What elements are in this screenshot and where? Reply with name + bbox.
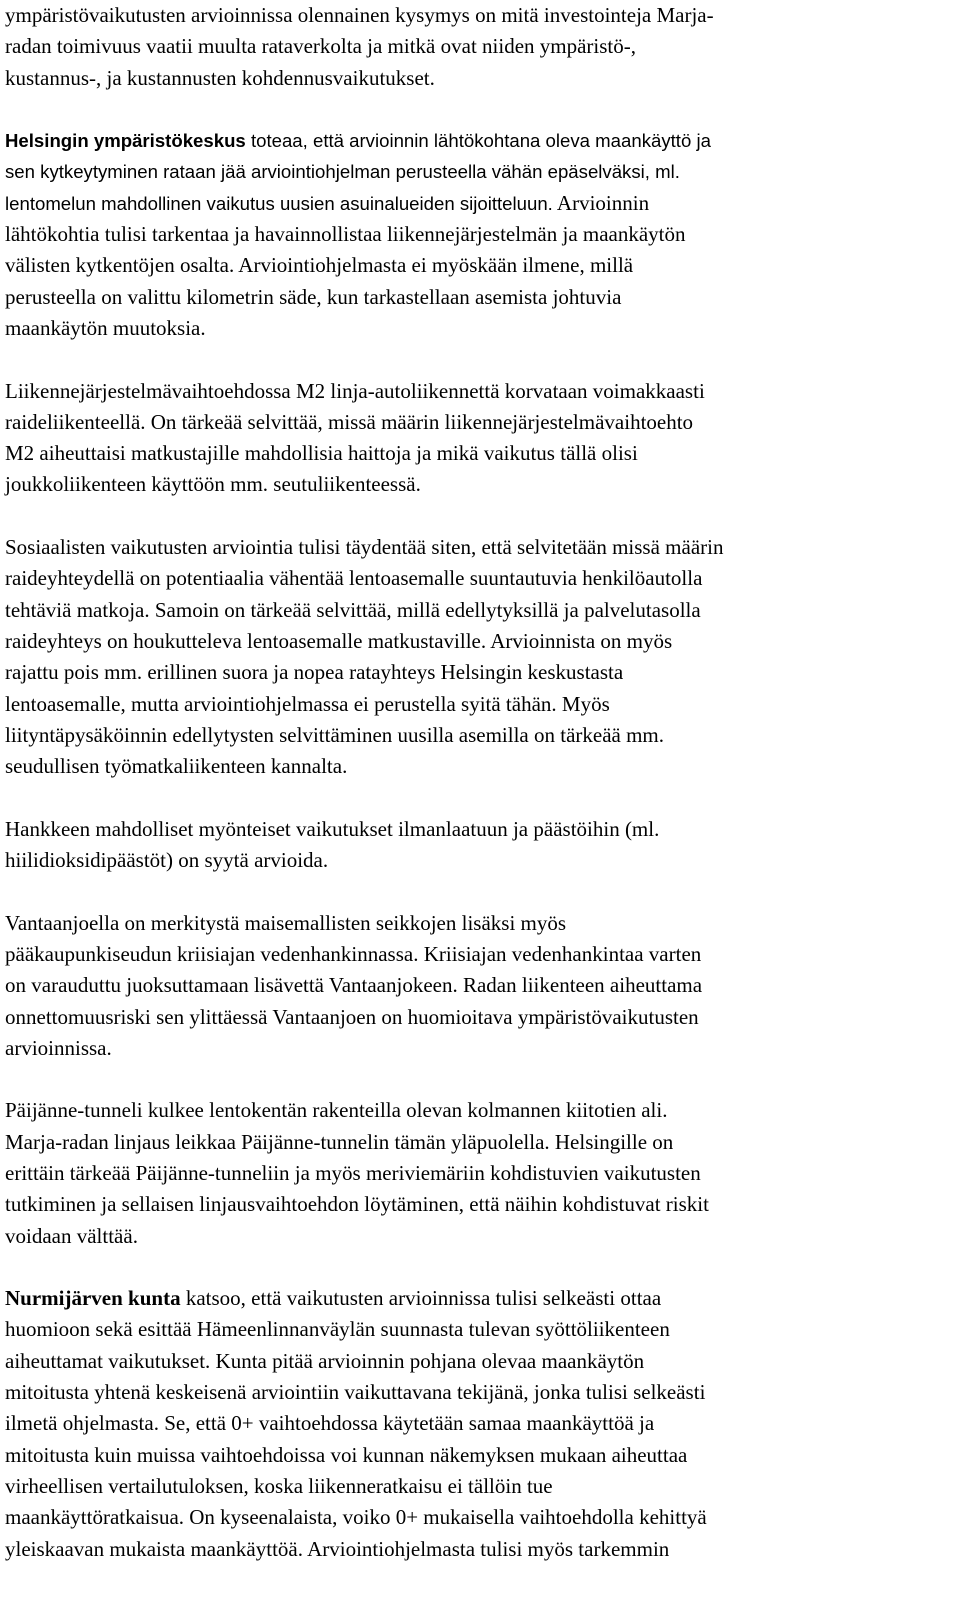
text-segment: lentomelun mahdollinen vaikutus uusien asuinalueiden sijoitteluun. — [5, 192, 553, 214]
text-segment: Arvioinnin — [552, 190, 650, 215]
bold-organization-name: Nurmijärven kunta — [5, 1286, 181, 1311]
document-page — [5, 0, 955, 1596]
text-line: mitoitusta kuin muissa vaihtoehdoissa voi kunnan näkemyksen mukaan aiheuttaa — [5, 1442, 688, 1467]
paragraph-helsinki-environment-centre — [5, 125, 955, 344]
text-line: huomioon sekä esittää Hämeenlinnanväylän suunnasta tulevan syöttöliikenteen — [5, 1317, 670, 1342]
paragraph-intro-continuation — [5, 0, 955, 94]
paragraph-air-quality — [5, 814, 955, 877]
text-line: tutkiminen ja sellaisen linjausvaihtoehdon löytäminen, että näihin kohdistuvat riskit — [5, 1192, 709, 1217]
text-line: hiilidioksidipäästöt) on syytä arvioida. — [5, 848, 329, 873]
text-line: lentoasemalle, mutta arviointiohjelmassa ei perustella syitä tähän. Myös — [5, 691, 610, 716]
text-segment: välisten kytkentöjen osalta. — [5, 253, 235, 278]
text-line: yleiskaavan mukaista maankäyttöä. Arviointiohjelmasta tulisi myös tarkemmin — [5, 1536, 670, 1561]
text-line — [5, 250, 955, 281]
text-line: Liikennejärjestelmävaihtoehdossa M2 linja-autoliikennettä korvataan voimakkaasti — [5, 378, 705, 403]
text-line: maankäytön muutoksia. — [5, 315, 206, 340]
text-segment: Arviointiohjelmasta ei myöskään ilmene, millä — [234, 253, 634, 278]
text-line — [5, 188, 955, 219]
text-line: Sosiaalisten vaikutusten arviointia tulisi täydentää siten, että selvitetään missä määrin — [5, 535, 724, 560]
text-line: M2 aiheuttaisi matkustajille mahdollisia haittoja ja mikä vaikutus tällä olisi — [5, 441, 638, 466]
text-line: Vantaanjoella on merkitystä maisemallisten seikkojen lisäksi myös — [5, 910, 567, 935]
text-line: voidaan välttää. — [5, 1223, 138, 1248]
text-line: Päijänne-tunneli kulkee lentokentän rakenteilla olevan kolmannen kiitotien ali. — [5, 1098, 668, 1123]
text-line: Marja-radan linjaus leikkaa Päijänne-tunnelin tämän yläpuolella. Helsingille on — [5, 1129, 674, 1154]
text-line — [5, 125, 955, 156]
paragraph-social-impacts — [5, 532, 955, 782]
text-line: arvioinnissa. — [5, 1035, 112, 1060]
text-line: on varauduttu juoksuttamaan lisävettä Vantaanjokeen. Radan liikenteen aiheuttama — [5, 973, 703, 998]
paragraph-m2-alternative — [5, 376, 955, 501]
text-line: raideyhteydellä on potentiaalia vähentää lentoasemalle suuntautuvia henkilöautolla — [5, 566, 703, 591]
text-line: seudullisen työmatkaliikenteen kannalta. — [5, 754, 348, 779]
text-line: raideliikenteellä. On tärkeää selvittää, missä määrin liikennejärjestelmävaihtoehto — [5, 409, 694, 434]
text-line — [5, 1283, 955, 1314]
text-line: liityntäpysäköinnin edellytysten selvittäminen uusilla asemilla on tärkeää mm. — [5, 722, 665, 747]
text-segment: toteaa, että arvioinnin lähtökohtana oleva maankäyttö ja — [245, 130, 711, 152]
text-line: tehtäviä matkoja. Samoin on tärkeää selvittää, millä edellytyksillä ja palvelutasolla — [5, 597, 701, 622]
text-line: pääkaupunkiseudun kriisiajan vedenhankinnassa. Kriisiajan vedenhankintaa varten — [5, 941, 702, 966]
text-line: ilmetä ohjelmasta. Se, että 0+ vaihtoehdossa käytetään samaa maankäyttöä ja — [5, 1411, 655, 1436]
text-line: lähtökohtia tulisi tarkentaa ja havainnollistaa liikennejärjestelmän ja maankäytön — [5, 222, 686, 247]
paragraph-paijanne-tunnel — [5, 1095, 955, 1251]
text-line: radan toimivuus vaatii muulta rataverkolta ja mitkä ovat niiden ympäristö-, — [5, 34, 636, 59]
text-line: ympäristövaikutusten arvioinnissa olennainen kysymys on mitä investointeja Marja- — [5, 3, 714, 27]
text-line: rajattu pois mm. erillinen suora ja nopea ratayhteys Helsingin keskustasta — [5, 660, 624, 685]
text-line: onnettomuusriski sen ylittäessä Vantaanjoen on huomioitava ympäristövaikutusten — [5, 1004, 699, 1029]
text-line: erittäin tärkeää Päijänne-tunneliin ja myös meriviemäriin kohdistuvien vaikutusten — [5, 1160, 701, 1185]
text-line: raideyhteys on houkutteleva lentoasemalle matkustaville. Arvioinnista on myös — [5, 628, 673, 653]
text-line: sen kytkeytyminen rataan jää arviointiohjelman perusteella vähän epäselväksi, ml. — [5, 161, 680, 183]
text-line: aiheuttamat vaikutukset. Kunta pitää arvioinnin pohjana olevaa maankäytön — [5, 1348, 645, 1373]
text-line: joukkoliikenteen käyttöön mm. seutuliikenteessä. — [5, 472, 421, 497]
bold-organization-name: Helsingin ympäristökeskus — [5, 130, 246, 152]
paragraph-nurmijarvi — [5, 1283, 955, 1565]
text-line: virheellisen vertailutuloksen, koska liikenneratkaisu ei tällöin tue — [5, 1473, 553, 1498]
paragraph-vantaanjoki — [5, 908, 955, 1064]
text-line: kustannus-, ja kustannusten kohdennusvaikutukset. — [5, 65, 435, 90]
text-segment: katsoo, että vaikutusten arvioinnissa tulisi selkeästi ottaa — [180, 1286, 662, 1311]
text-line: Hankkeen mahdolliset myönteiset vaikutukset ilmanlaatuun ja päästöihin (ml. — [5, 816, 660, 841]
text-line: maankäyttöratkaisua. On kyseenalaista, voiko 0+ mukaisella vaihtoehdolla kehittyä — [5, 1505, 707, 1530]
text-line: perusteella on valittu kilometrin säde, kun tarkastellaan asemista johtuvia — [5, 284, 622, 309]
text-line: mitoitusta yhtenä keskeisenä arviointiin vaikuttavana tekijänä, jonka tulisi selkeästi — [5, 1380, 706, 1405]
